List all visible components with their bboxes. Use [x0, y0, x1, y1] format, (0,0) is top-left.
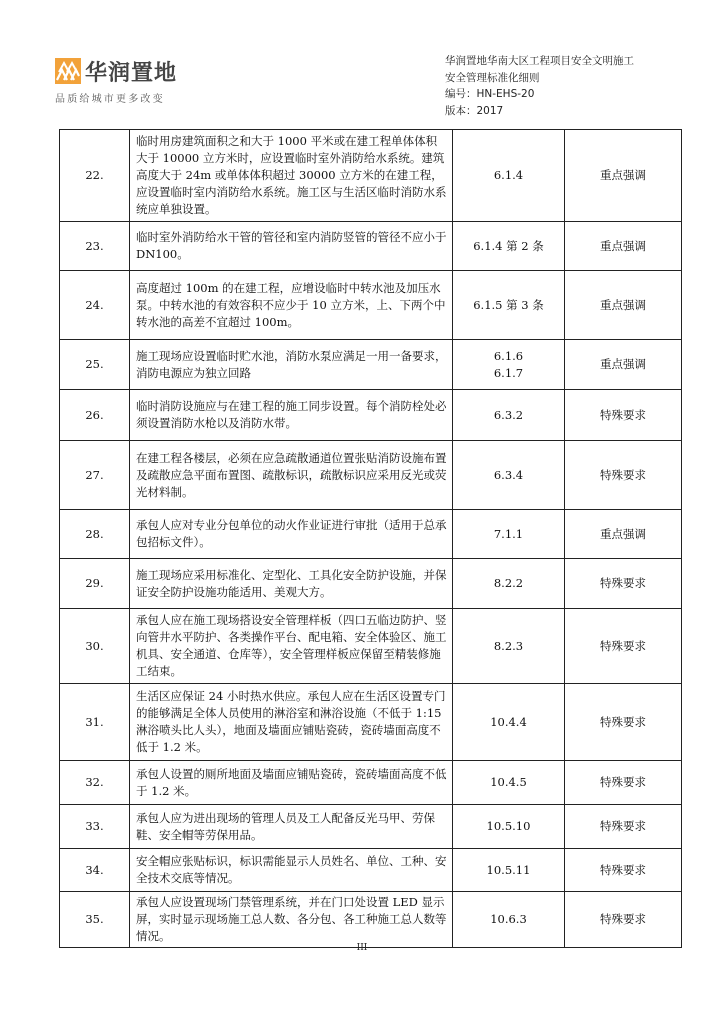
clause-number: 10.4.5	[490, 775, 527, 789]
clause-number: 10.5.10	[486, 819, 531, 833]
requirement-level: 重点强调	[565, 130, 682, 222]
logo-slogan: 品质给城市更多改变	[55, 94, 165, 105]
clause-number: 6.1.4 第 2 条	[473, 238, 544, 253]
clause-reference	[453, 609, 565, 684]
requirement-level: 特殊要求	[565, 761, 682, 805]
page-number: III	[356, 943, 368, 953]
clause-number: 10.4.4	[490, 714, 527, 729]
clause-number: 10.6.3	[490, 912, 527, 926]
row-number: 34.	[60, 849, 130, 892]
row-number: 25.	[60, 340, 130, 390]
requirement-level: 特殊要求	[565, 684, 682, 761]
clause-reference	[453, 510, 565, 559]
row-number: 32.	[60, 761, 130, 805]
requirement-level: 重点强调	[565, 340, 682, 390]
clause-reference	[453, 684, 565, 761]
table-row	[60, 340, 682, 390]
requirement-text: 临时室外消防给水干管的管径和室内消防竖管的管径不应小于 DN100。	[130, 222, 453, 271]
requirement-level: 特殊要求	[565, 441, 682, 510]
requirement-level: 重点强调	[565, 222, 682, 271]
doc-version: 版本：2017	[445, 104, 504, 117]
clause-reference	[453, 130, 565, 222]
row-number: 30.	[60, 609, 130, 684]
clause-number: 6.1.7	[493, 365, 524, 380]
requirement-level: 特殊要求	[565, 559, 682, 609]
table-row	[60, 849, 682, 892]
clause-reference	[453, 849, 565, 892]
clause-number: 6.3.2	[493, 407, 524, 422]
clause-reference	[453, 761, 565, 805]
requirement-level: 重点强调	[565, 510, 682, 559]
doc-title-line2: 安全管理标准化细则	[445, 71, 540, 84]
row-number: 35.	[60, 892, 130, 948]
table-row	[60, 892, 682, 948]
table-row	[60, 684, 682, 761]
clause-reference	[453, 805, 565, 849]
requirement-text: 承包人应在施工现场搭设安全管理样板（四口五临边防护、竖向管井水平防护、各类操作平台、配电箱、安全体验区、施工机具、安全通道、仓库等），安全管理样板应保留至精装修施工结束。	[130, 609, 453, 684]
clause-number: 10.5.11	[486, 862, 531, 877]
table-row	[60, 271, 682, 340]
requirement-level: 特殊要求	[565, 892, 682, 948]
document-header	[445, 53, 634, 119]
requirement-text: 承包人应为进出现场的管理人员及工人配备反光马甲、劳保鞋、安全帽等劳保用品。	[130, 805, 453, 849]
clause-reference	[453, 340, 565, 390]
table-row	[60, 441, 682, 510]
clause-reference	[453, 441, 565, 510]
logo-mark-icon	[55, 58, 81, 84]
row-number: 26.	[60, 390, 130, 441]
requirement-level: 特殊要求	[565, 609, 682, 684]
company-logo	[55, 56, 205, 108]
table-row	[60, 510, 682, 559]
requirement-text: 承包人应对专业分包单位的动火作业证进行审批（适用于总承包招标文件）。	[130, 510, 453, 559]
requirement-text: 高度超过 100m 的在建工程，应增设临时中转水池及加压水泵。中转水池的有效容积不应少于 10 立方米，上、下两个中转水池的高差不宜超过 100m。	[130, 271, 453, 340]
clause-number: 6.3.4	[493, 467, 524, 482]
requirement-text: 承包人设置的厕所地面及墙面应铺贴瓷砖，瓷砖墙面高度不低于 1.2 米。	[130, 761, 453, 805]
clause-reference	[453, 271, 565, 340]
requirement-text: 临时用房建筑面积之和大于 1000 平米或在建工程单体体积大于 10000 立方米时，应设置临时室外消防给水系统。建筑高度大于 24m 或单体体积超过 30000 立方米的在建工程，应设置临时室内消防给水系统。施工区与生活区临时消防水系统应单独设置。	[130, 130, 453, 222]
clause-number: 8.2.2	[493, 576, 524, 590]
requirement-text: 临时消防设施应与在建工程的施工同步设置。每个消防栓处必须设置消防水枪以及消防水带。	[130, 390, 453, 441]
logo-name: 华润置地	[85, 61, 178, 86]
requirement-text: 承包人应设置现场门禁管理系统，并在门口处设置 LED 显示屏，实时显示现场施工总人数、各分包、各工种施工总人数等情况。	[130, 892, 453, 948]
requirement-level: 特殊要求	[565, 849, 682, 892]
requirements-table	[59, 129, 682, 948]
clause-number: 6.1.6	[493, 348, 524, 363]
doc-title-line1: 华润置地华南大区工程项目安全文明施工	[445, 55, 634, 67]
requirement-text: 安全帽应张贴标识，标识需能显示人员姓名、单位、工种、安全技术交底等情况。	[130, 849, 453, 892]
row-number: 24.	[60, 271, 130, 340]
requirement-level: 特殊要求	[565, 805, 682, 849]
requirements-table-body	[60, 130, 682, 948]
clause-reference	[453, 222, 565, 271]
requirement-level: 特殊要求	[565, 390, 682, 441]
table-row	[60, 390, 682, 441]
row-number: 27.	[60, 441, 130, 510]
row-number: 31.	[60, 684, 130, 761]
clause-reference	[453, 559, 565, 609]
requirement-text: 施工现场应采用标准化、定型化、工具化安全防护设施，并保证安全防护设施功能适用、美观大方。	[130, 559, 453, 609]
row-number: 33.	[60, 805, 130, 849]
requirement-text: 施工现场应设置临时贮水池，消防水泵应满足一用一备要求，消防电源应为独立回路	[130, 340, 453, 390]
table-row	[60, 222, 682, 271]
table-row	[60, 805, 682, 849]
table-row	[60, 761, 682, 805]
table-row	[60, 609, 682, 684]
clause-number: 7.1.1	[493, 526, 524, 541]
row-number: 28.	[60, 510, 130, 559]
table-row	[60, 130, 682, 222]
row-number: 29.	[60, 559, 130, 609]
clause-number: 8.2.3	[493, 638, 524, 653]
requirement-text: 在建工程各楼层，必须在应急疏散通道位置张贴消防设施布置及疏散应急平面布置图、疏散标识，疏散标识应采用反光或荧光材料制。	[130, 441, 453, 510]
doc-code: 编号：HN-EHS-20	[445, 88, 535, 100]
table-row	[60, 559, 682, 609]
clause-reference	[453, 892, 565, 948]
clause-number: 6.1.4	[493, 168, 524, 182]
row-number: 22.	[60, 130, 130, 222]
requirement-level: 重点强调	[565, 271, 682, 340]
requirement-text: 生活区应保证 24 小时热水供应。承包人应在生活区设置专门的能够满足全体人员使用的淋浴室和淋浴设施（不低于 1:15 淋浴喷头比人头），地面及墙面应铺贴瓷砖，瓷砖墙面高度不低于 1.2 米。	[130, 684, 453, 761]
row-number: 23.	[60, 222, 130, 271]
clause-reference	[453, 390, 565, 441]
clause-number: 6.1.5 第 3 条	[473, 297, 544, 312]
